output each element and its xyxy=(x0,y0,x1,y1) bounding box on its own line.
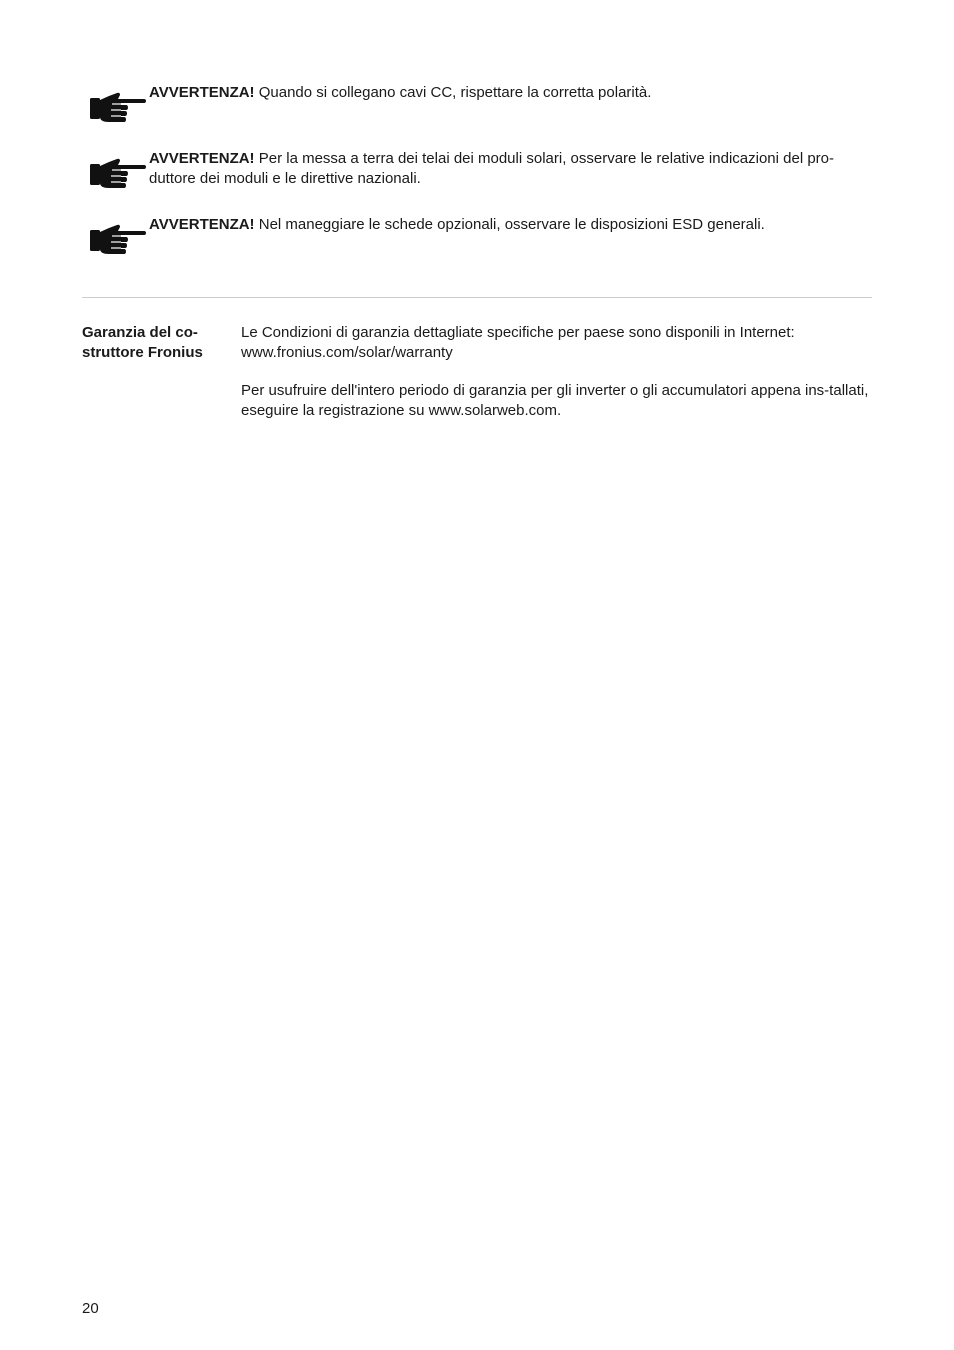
pointing-hand-icon xyxy=(90,221,146,257)
warning-note-polarity xyxy=(82,83,872,129)
warning-text: Per la messa a terra dei telai dei moduli solari, osservare le relative indicazioni del pro-duttore dei moduli e le direttive nazionali. xyxy=(149,150,834,187)
warning-text: Quando si collegano cavi CC, rispettare la corretta polarità. xyxy=(254,84,652,101)
warning-text: Nel maneggiare le schede opzionali, osservare le disposizioni ESD generali. xyxy=(254,216,765,233)
warranty-body xyxy=(241,323,873,439)
warning-label: AVVERTENZA! xyxy=(149,84,255,101)
warning-label: AVVERTENZA! xyxy=(149,216,255,233)
warning-note-grounding xyxy=(82,149,872,195)
page-number: 20 xyxy=(82,1300,99,1317)
warning-label: AVVERTENZA! xyxy=(149,150,255,167)
warranty-paragraph: Le Condizioni di garanzia dettagliate specifiche per paese sono disponili in Internet: www.fronius.com/solar/warranty xyxy=(241,324,795,361)
warning-notes xyxy=(82,83,872,261)
warranty-title: Garanzia del co-struttore Fronius xyxy=(82,324,203,361)
warning-note-esd xyxy=(82,215,872,261)
warranty-paragraph: Per usufruire dell'intero periodo di garanzia per gli inverter o gli accumulatori appena ins-tallati, eseguire la registrazione su www.solarweb.com. xyxy=(241,382,869,419)
section-divider xyxy=(82,297,872,298)
pointing-hand-icon xyxy=(90,89,146,125)
pointing-hand-icon xyxy=(90,155,146,191)
